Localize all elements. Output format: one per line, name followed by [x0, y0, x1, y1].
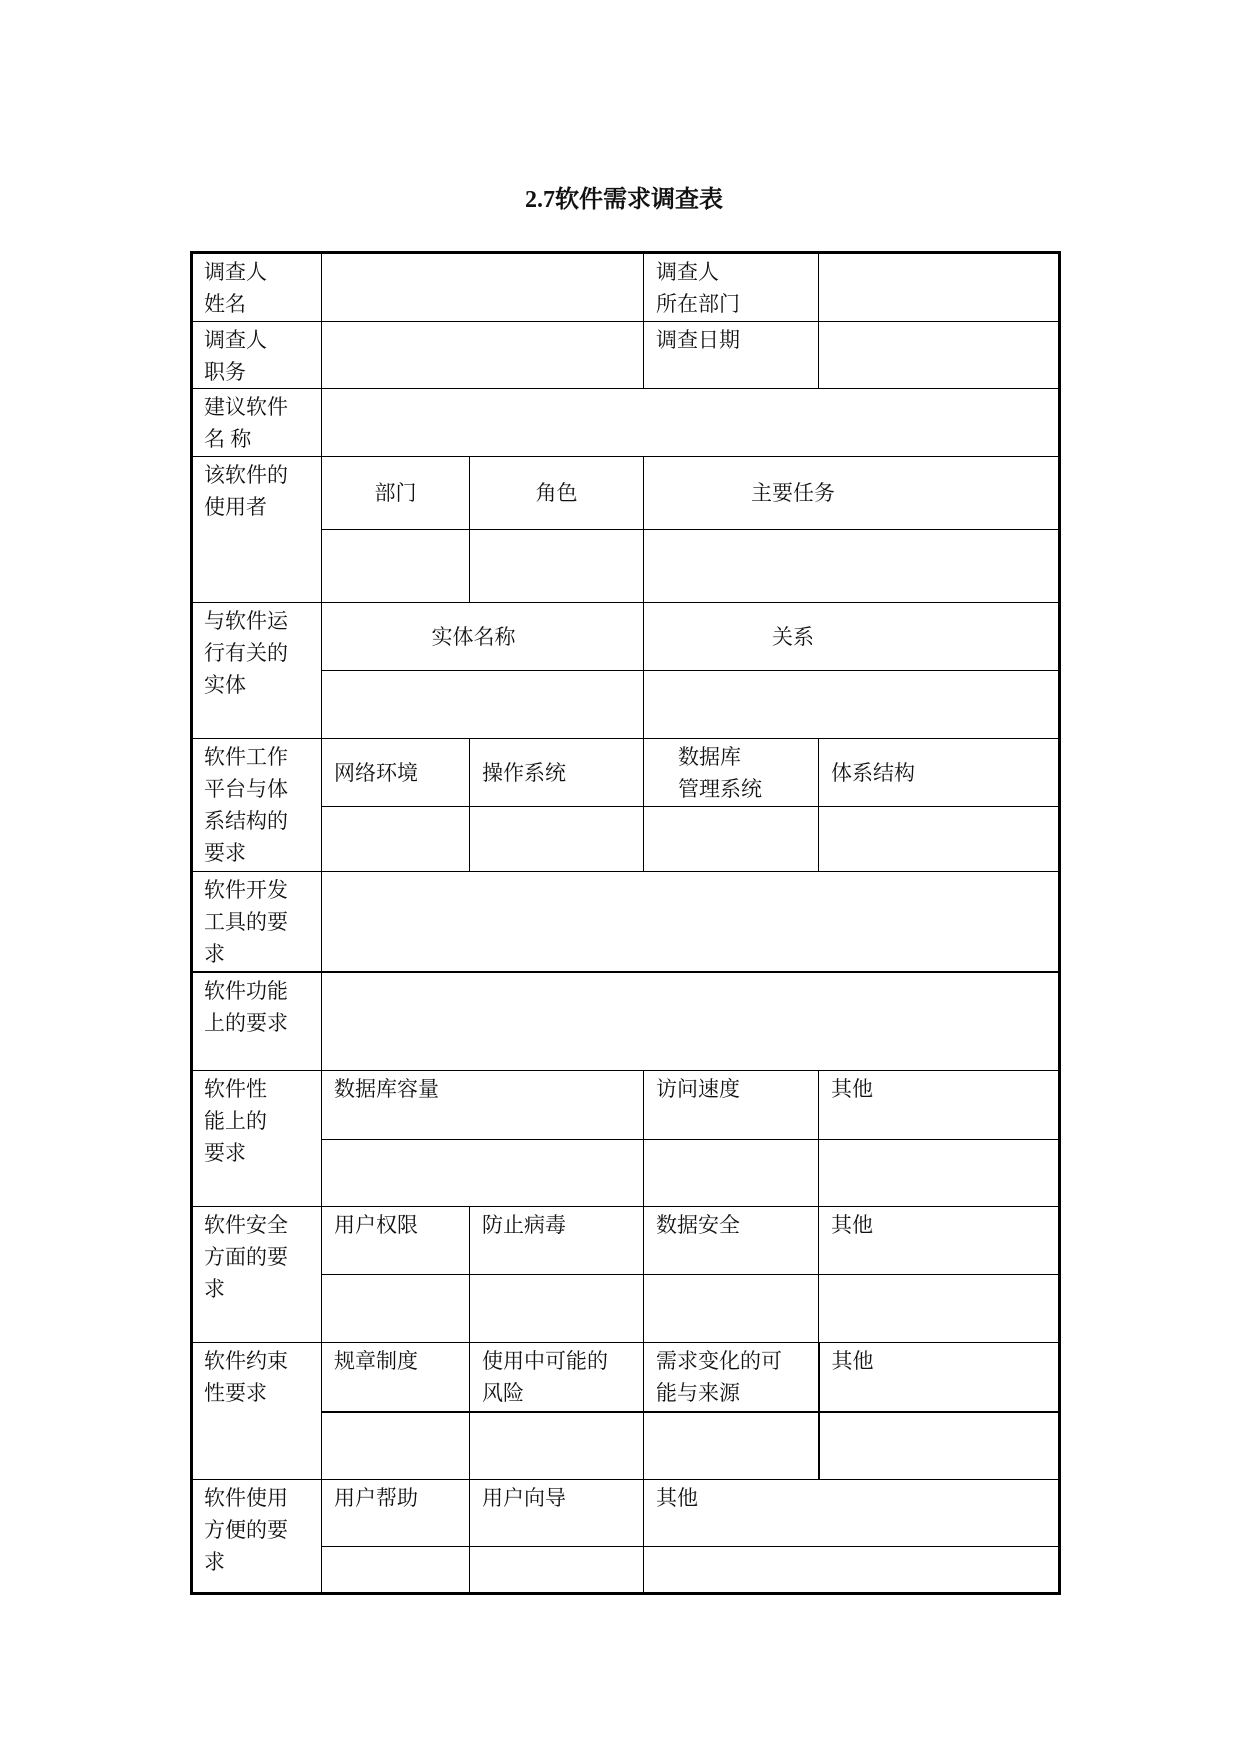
header-database-management-system: 数据库 管理系统: [644, 739, 819, 807]
header-usage-risks: 使用中可能的 风险: [470, 1343, 644, 1412]
value-architecture: [819, 807, 1060, 872]
value-regulations: [322, 1412, 470, 1480]
value-surveyor-position: [322, 322, 644, 389]
header-constraints-other: 其他: [819, 1343, 1060, 1412]
header-entity-name: 实体名称: [322, 603, 644, 671]
header-virus-prevention: 防止病毒: [470, 1207, 644, 1275]
value-database-capacity: [322, 1140, 644, 1207]
value-user-wizard: [470, 1547, 644, 1594]
label-survey-date: 调查日期: [644, 322, 819, 389]
document-title: 2.7软件需求调查表: [525, 187, 723, 213]
value-proposed-software-name: [322, 389, 1060, 457]
label-platform-architecture: 软件工作 平台与体 系结构的 要求: [192, 739, 322, 872]
header-users-role: 角色: [470, 457, 644, 530]
value-network-environment: [322, 807, 470, 872]
header-user-permissions: 用户权限: [322, 1207, 470, 1275]
label-usability: 软件使用 方便的要 求: [192, 1480, 322, 1594]
header-requirement-change-sources: 需求变化的可 能与来源: [644, 1343, 819, 1412]
label-proposed-software-name: 建议软件 名 称: [192, 389, 322, 457]
value-users-main-tasks: [644, 530, 1060, 603]
value-requirement-change-sources: [644, 1412, 819, 1480]
header-access-speed: 访问速度: [644, 1071, 819, 1140]
value-dev-tools: [322, 872, 1060, 972]
label-surveyor-position: 调查人 职务: [192, 322, 322, 389]
value-performance-other: [819, 1140, 1060, 1207]
value-data-security: [644, 1275, 819, 1343]
label-surveyor-name: 调查人 姓名: [192, 253, 322, 322]
label-related-entities: 与软件运 行有关的 实体: [192, 603, 322, 739]
value-entity-relationship: [644, 671, 1060, 739]
header-performance-other: 其他: [819, 1071, 1060, 1140]
label-software-users: 该软件的 使用者: [192, 457, 322, 603]
header-regulations: 规章制度: [322, 1343, 470, 1412]
value-virus-prevention: [470, 1275, 644, 1343]
value-user-permissions: [322, 1275, 470, 1343]
header-usability-other: 其他: [644, 1480, 1060, 1547]
label-surveyor-department: 调查人 所在部门: [644, 253, 819, 322]
header-data-security: 数据安全: [644, 1207, 819, 1275]
value-security-other: [819, 1275, 1060, 1343]
header-entity-relationship: 关系: [644, 603, 1060, 671]
header-user-help: 用户帮助: [322, 1480, 470, 1547]
value-constraints-other: [819, 1412, 1060, 1480]
header-database-capacity: 数据库容量: [322, 1071, 644, 1140]
value-surveyor-name: [322, 253, 644, 322]
header-users-main-tasks: 主要任务: [644, 457, 1060, 530]
header-network-environment: 网络环境: [322, 739, 470, 807]
value-users-department: [322, 530, 470, 603]
label-dev-tools: 软件开发 工具的要 求: [192, 872, 322, 972]
header-user-wizard: 用户向导: [470, 1480, 644, 1547]
value-operating-system: [470, 807, 644, 872]
value-functional-requirements: [322, 972, 1060, 1071]
label-security: 软件安全 方面的要 求: [192, 1207, 322, 1343]
label-functional-requirements: 软件功能 上的要求: [192, 972, 322, 1071]
value-entity-name: [322, 671, 644, 739]
label-performance: 软件性 能上的 要求: [192, 1071, 322, 1207]
header-architecture: 体系结构: [819, 739, 1060, 807]
value-surveyor-department: [819, 253, 1060, 322]
header-operating-system: 操作系统: [470, 739, 644, 807]
header-security-other: 其他: [819, 1207, 1060, 1275]
label-constraints: 软件约束 性要求: [192, 1343, 322, 1480]
value-database-management-system: [644, 807, 819, 872]
value-usage-risks: [470, 1412, 644, 1480]
value-users-role: [470, 530, 644, 603]
survey-table: [190, 251, 1061, 1595]
header-users-department: 部门: [322, 457, 470, 530]
value-access-speed: [644, 1140, 819, 1207]
value-survey-date: [819, 322, 1060, 389]
value-usability-other: [644, 1547, 1060, 1594]
value-user-help: [322, 1547, 470, 1594]
